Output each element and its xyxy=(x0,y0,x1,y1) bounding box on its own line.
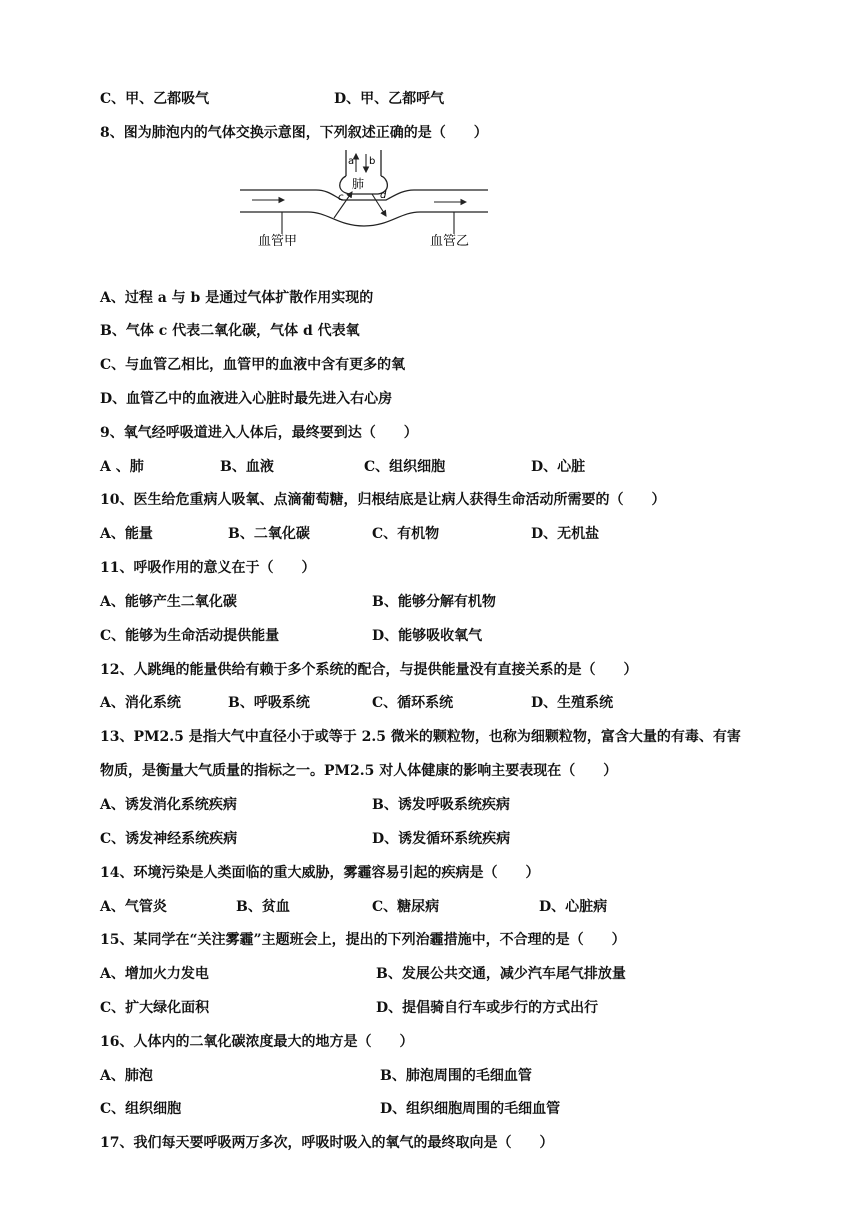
q12-option-c: C、循环系统 xyxy=(372,695,454,711)
q10-stem: 10、医生给危重病人吸氧、点滴葡萄糖，归根结底是让病人获得生命活动所需要的（ ） xyxy=(100,492,666,508)
q8-option-a: A、过程 a 与 b 是通过气体扩散作用实现的 xyxy=(100,290,374,306)
q9-option-a: A 、肺 xyxy=(100,459,144,475)
q14-option-a: A、气管炎 xyxy=(100,899,167,915)
q12-option-b: B、呼吸系统 xyxy=(228,695,310,711)
q15-option-b: B、发展公共交通，减少汽车尾气排放量 xyxy=(376,966,626,982)
q9-option-d: D、心脏 xyxy=(531,459,586,475)
alveolus-gas-exchange-diagram xyxy=(238,150,490,246)
q12-option-a: A、消化系统 xyxy=(100,695,181,711)
q15-option-d: D、提倡骑自行车或步行的方式出行 xyxy=(376,1000,599,1016)
label-b: b xyxy=(369,156,376,167)
q13-option-b: B、诱发呼吸系统疾病 xyxy=(372,797,510,813)
q8-option-b: B、气体 c 代表二氧化碳，气体 d 代表氧 xyxy=(100,323,360,339)
q11-option-d: D、能够吸收氧气 xyxy=(372,628,483,644)
q8-option-d: D、血管乙中的血液进入心脏时最先进入右心房 xyxy=(100,391,393,407)
q11-option-c: C、能够为生命活动提供能量 xyxy=(100,628,280,644)
q14-option-d: D、心脏病 xyxy=(539,899,608,915)
q9-stem: 9、氧气经呼吸道进入人体后，最终要到达（ ） xyxy=(100,425,418,441)
q16-option-d: D、组织细胞周围的毛细血管 xyxy=(380,1101,561,1117)
q14-stem: 14、环境污染是人类面临的重大威胁，雾霾容易引起的疾病是（ ） xyxy=(100,865,540,881)
q14-option-c: C、糖尿病 xyxy=(372,899,440,915)
q10-option-c: C、有机物 xyxy=(372,526,440,542)
q17-stem: 17、我们每天要呼吸两万多次，呼吸时吸入的氧气的最终取向是（ ） xyxy=(100,1135,554,1151)
q11-option-b: B、能够分解有机物 xyxy=(372,594,496,610)
q11-option-a: A、能够产生二氧化碳 xyxy=(100,594,237,610)
q15-stem: 15、某同学在“关注雾霾”主题班会上，提出的下列治霾措施中，不合理的是（ ） xyxy=(100,932,626,948)
q13-option-a: A、诱发消化系统疾病 xyxy=(100,797,237,813)
q15-option-a: A、增加火力发电 xyxy=(100,966,209,982)
q13-option-c: C、诱发神经系统疾病 xyxy=(100,831,238,847)
q11-stem: 11、呼吸作用的意义在于（ ） xyxy=(100,560,316,576)
q13-stem-line2: 物质，是衡量大气质量的指标之一。PM2.5 对人体健康的影响主要表现在（ ） xyxy=(100,763,618,779)
q8-option-c: C、与血管乙相比，血管甲的血液中含有更多的氧 xyxy=(100,357,406,373)
q16-stem: 16、人体内的二氧化碳浓度最大的地方是（ ） xyxy=(100,1034,414,1050)
q13-option-d: D、诱发循环系统疾病 xyxy=(372,831,511,847)
q10-option-d: D、无机盐 xyxy=(531,526,600,542)
q16-option-a: A、肺泡 xyxy=(100,1068,153,1084)
label-c: c xyxy=(338,192,344,203)
q12-option-d: D、生殖系统 xyxy=(531,695,614,711)
q9-option-c: C、组织细胞 xyxy=(364,459,446,475)
q15-option-c: C、扩大绿化面积 xyxy=(100,1000,210,1016)
label-vessel-left: 血管甲 xyxy=(258,234,298,246)
q7-option-c: C、甲、乙都吸气 xyxy=(100,91,210,107)
q13-stem-line1: 13、PM2.5 是指大气中直径小于或等于 2.5 微米的颗粒物，也称为细颗粒物，富含大量的有毒、有害 xyxy=(100,729,741,745)
q16-option-c: C、组织细胞 xyxy=(100,1101,182,1117)
label-d: d xyxy=(380,190,387,201)
capillary-upper-wall xyxy=(240,190,488,200)
q8-stem: 8、图为肺泡内的气体交换示意图，下列叙述正确的是（ ） xyxy=(100,125,488,141)
q10-option-b: B、二氧化碳 xyxy=(228,526,310,542)
capillary-lower-wall xyxy=(240,212,488,226)
q12-stem: 12、人跳绳的能量供给有赖于多个系统的配合，与提供能量没有直接关系的是（ ） xyxy=(100,662,638,678)
q7-option-d: D、甲、乙都呼气 xyxy=(334,91,445,107)
label-vessel-right: 血管乙 xyxy=(430,234,470,246)
q10-option-a: A、能量 xyxy=(100,526,153,542)
q9-option-b: B、血液 xyxy=(220,459,274,475)
q16-option-b: B、肺泡周围的毛细血管 xyxy=(380,1068,532,1084)
q14-option-b: B、贫血 xyxy=(236,899,290,915)
label-a: a xyxy=(348,156,355,167)
label-alveolus: 肺 xyxy=(352,177,365,191)
